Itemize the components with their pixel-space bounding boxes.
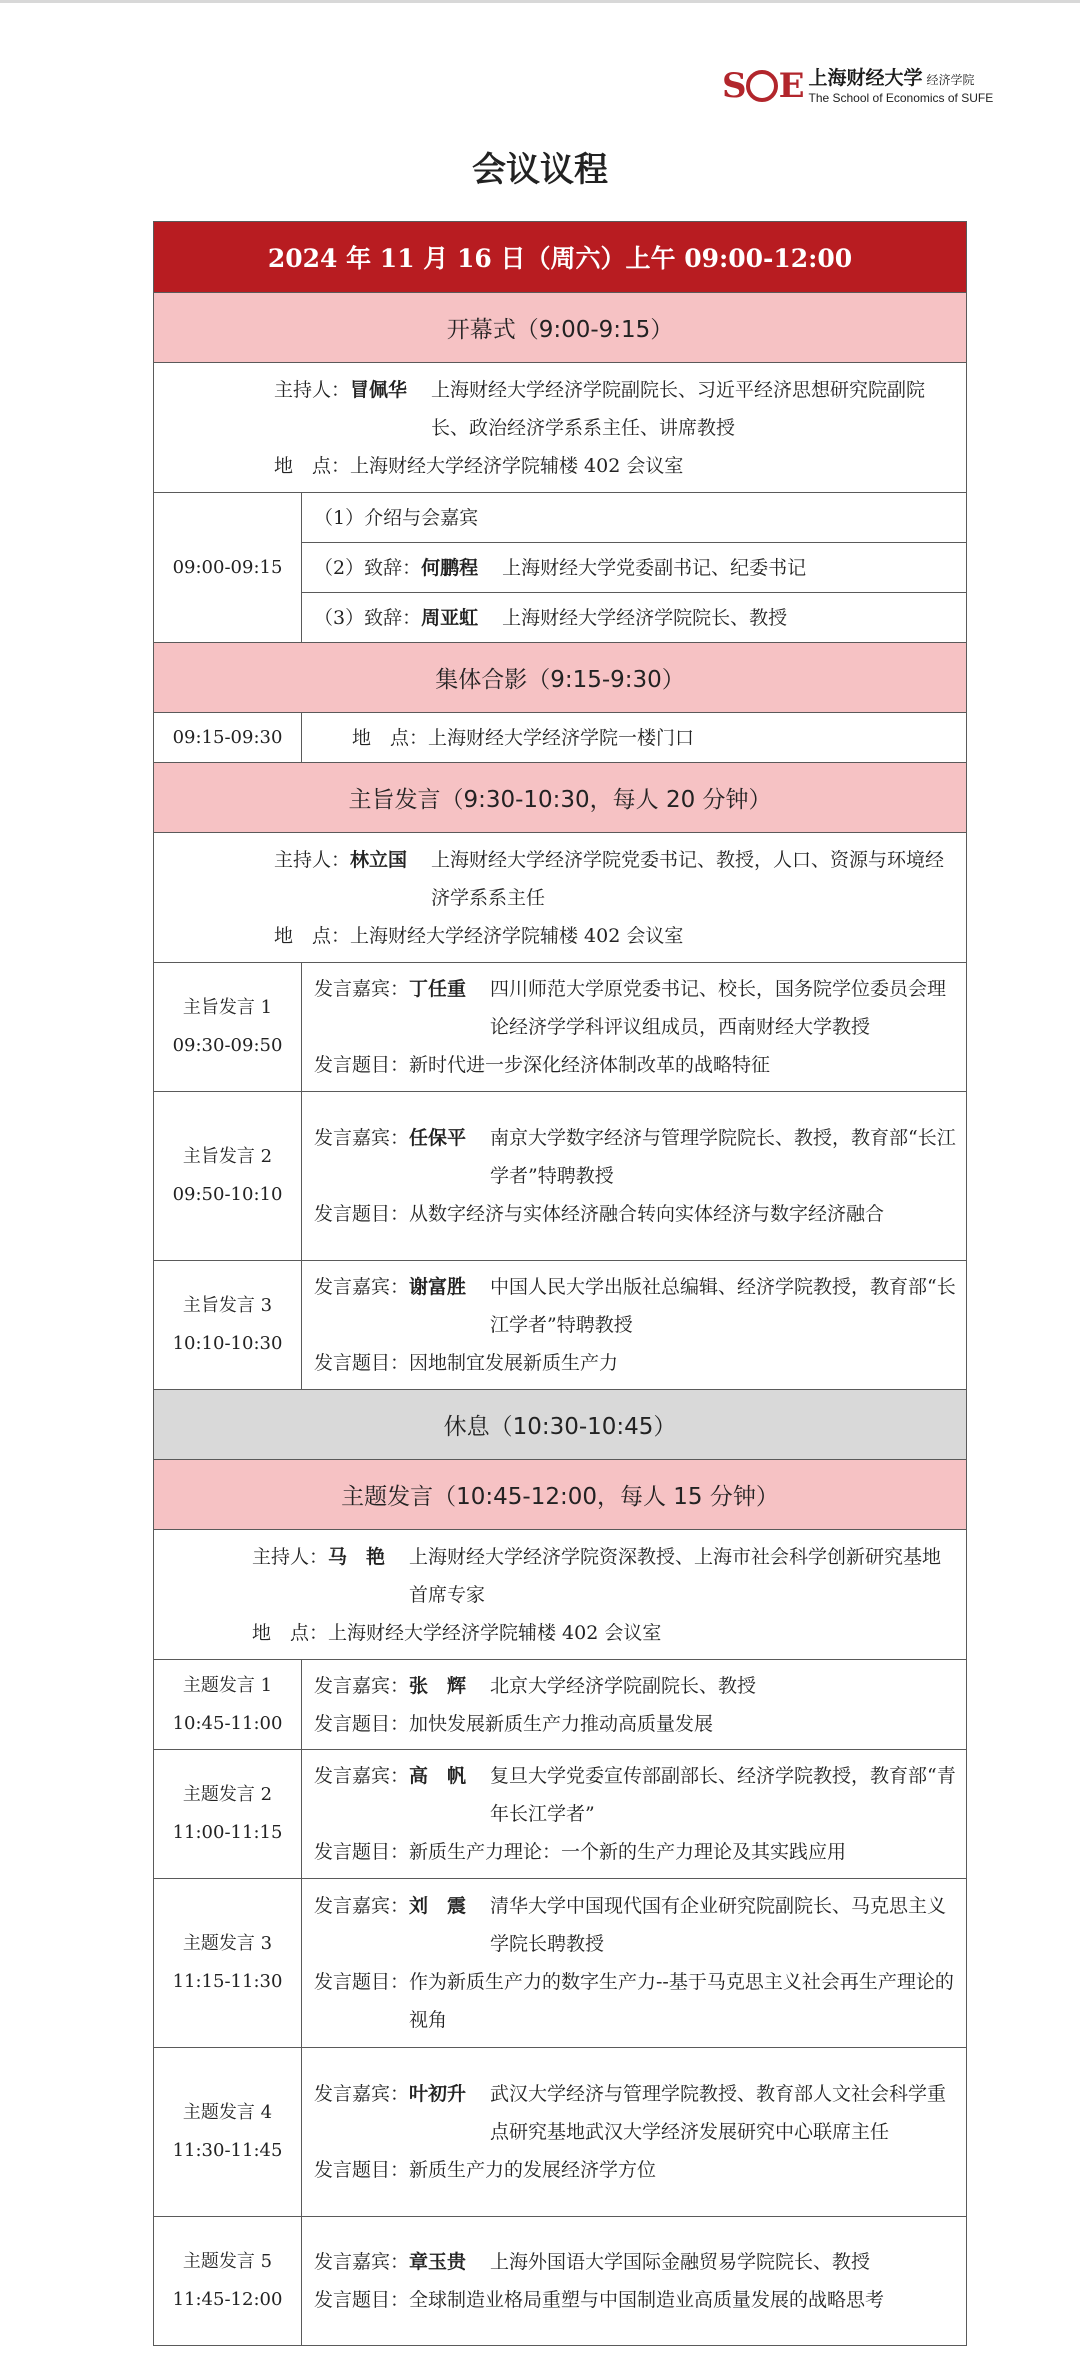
topic-label: 发言题目： <box>314 1352 410 1374</box>
keynote-2-detail <box>302 1092 967 1261</box>
school-logo <box>722 66 993 106</box>
topic-text: 加快发展新质生产力推动高质量发展 <box>409 1712 714 1735</box>
speaker-desc: 中国人民大学出版社总编辑、经济学院教授，教育部“长江学者”特聘教授 <box>490 1276 956 1336</box>
topic-text: 因地制宜发展新质生产力 <box>409 1352 619 1374</box>
item-2-name: 何鹏程 <box>421 556 479 579</box>
slot-time: 11:00-11:15 <box>172 1822 283 1843</box>
slot-time: 11:45-12:00 <box>172 2289 283 2310</box>
topic-text: 从数字经济与实体经济融合转向实体经济与数字经济融合 <box>409 1203 885 1225</box>
speaker-desc: 武汉大学经济与管理学院教授、教育部人文社会科学重点研究基地武汉大学经济发展研究中心联席主任 <box>490 2083 947 2143</box>
keynote-host-block <box>154 833 967 963</box>
venue-text: 上海财经大学经济学院辅楼 402 会议室 <box>350 924 684 947</box>
theme-1-detail <box>302 1660 967 1750</box>
host-desc: 上海财经大学经济学院副院长、习近平经济思想研究院副院长、政治经济学系系主任、讲席教授 <box>431 378 926 439</box>
soe-logo-mark: S E <box>722 66 803 106</box>
venue-label: 地 点： <box>252 1621 329 1644</box>
day-header: 2024 年 11 月 16 日（周六）上午 09:00-12:00 <box>154 222 967 293</box>
section-opening-header: 开幕式（9:00-9:15） <box>154 293 967 363</box>
slot-label: 主题发言 3 <box>182 1933 273 1954</box>
speaker-label: 发言嘉宾： <box>314 978 410 1000</box>
photo-time: 09:15-09:30 <box>154 713 302 763</box>
speaker-name: 丁任重 <box>409 978 467 1000</box>
speaker-name: 任保平 <box>409 1127 467 1149</box>
keynote-1-detail <box>302 963 967 1092</box>
logo-cn-name: 上海财经大学 <box>808 66 923 89</box>
logo-en-name: The School of Economics of SUFE <box>808 90 994 105</box>
speaker-desc: 清华大学中国现代国有企业研究院副院长、马克思主义学院长聘教授 <box>490 1895 947 1955</box>
venue-label: 地 点： <box>274 924 351 947</box>
topic-label: 发言题目： <box>314 2159 410 2181</box>
item-3-label: （3）致辞： <box>314 606 422 629</box>
section-keynote-header: 主旨发言（9:30-10:30，每人 20 分钟） <box>154 763 967 833</box>
slot-label: 主旨发言 3 <box>182 1295 273 1316</box>
speaker-label: 发言嘉宾： <box>314 1765 410 1787</box>
opening-item-1-text: （1）介绍与会嘉宾 <box>314 506 479 529</box>
topic-label: 发言题目： <box>314 2289 410 2311</box>
speaker-name: 高 帆 <box>409 1765 467 1787</box>
topic-label: 发言题目： <box>314 1203 410 1225</box>
photo-venue-text: 上海财经大学经济学院一楼门口 <box>428 726 695 749</box>
keynote-1-slot <box>154 963 302 1092</box>
logo-cn-sub: 经济学院 <box>926 72 975 87</box>
host-desc: 上海财经大学经济学院资深教授、上海市社会科学创新研究基地首席专家 <box>409 1545 942 1606</box>
slot-time: 11:15-11:30 <box>172 1971 283 1992</box>
topic-label: 发言题目： <box>314 1054 410 1076</box>
opening-host-block <box>154 363 967 493</box>
slot-label: 主题发言 2 <box>182 1784 273 1805</box>
slot-label: 主题发言 5 <box>182 2251 273 2272</box>
page-title: 会议议程 <box>472 150 608 190</box>
speaker-desc: 复旦大学党委宣传部副部长、经济学院教授，教育部“青年长江学者” <box>490 1765 956 1825</box>
keynote-3-detail <box>302 1261 967 1390</box>
speaker-label: 发言嘉宾： <box>314 2083 410 2105</box>
speaker-label: 发言嘉宾： <box>314 1276 410 1298</box>
topic-text: 新时代进一步深化经济体制改革的战略特征 <box>409 1054 771 1076</box>
section-theme-header: 主题发言（10:45-12:00，每人 15 分钟） <box>154 1460 967 1530</box>
theme-5-slot <box>154 2217 302 2346</box>
slot-time: 10:45-11:00 <box>172 1712 283 1734</box>
speaker-name: 谢富胜 <box>409 1276 467 1298</box>
keynote-2-slot <box>154 1092 302 1261</box>
speaker-desc: 上海外国语大学国际金融贸易学院院长、教授 <box>490 2251 871 2273</box>
speaker-label: 发言嘉宾： <box>314 1127 410 1149</box>
topic-label: 发言题目： <box>314 1971 410 1993</box>
photo-venue <box>302 713 967 763</box>
host-label: 主持人： <box>252 1545 329 1568</box>
item-2-desc: 上海财经大学党委副书记、纪委书记 <box>502 556 807 579</box>
theme-3-slot <box>154 1879 302 2048</box>
theme-1-slot <box>154 1660 302 1750</box>
speaker-name: 章玉贵 <box>409 2251 467 2273</box>
theme-2-slot <box>154 1750 302 1879</box>
item-3-desc: 上海财经大学经济学院院长、教授 <box>502 606 788 629</box>
item-2-label: （2）致辞： <box>314 556 422 579</box>
topic-text: 新质生产力理论：一个新的生产力理论及其实践应用 <box>409 1841 847 1863</box>
agenda-table <box>153 221 967 2346</box>
speaker-label: 发言嘉宾： <box>314 1895 410 1917</box>
section-break-header: 休息（10:30-10:45） <box>154 1390 967 1460</box>
opening-time: 09:00-09:15 <box>154 493 302 643</box>
host-name: 冒佩华 <box>350 378 408 401</box>
slot-time: 09:30-09:50 <box>172 1035 283 1056</box>
theme-3-detail <box>302 1879 967 2048</box>
host-desc: 上海财经大学经济学院党委书记、教授，人口、资源与环境经济学系系主任 <box>431 848 945 909</box>
speaker-name: 张 辉 <box>409 1674 467 1697</box>
speaker-label: 发言嘉宾： <box>314 2251 410 2273</box>
speaker-name: 刘 震 <box>409 1895 467 1917</box>
speaker-label: 发言嘉宾： <box>314 1674 410 1697</box>
topic-label: 发言题目： <box>314 1712 410 1735</box>
topic-text: 新质生产力的发展经济学方位 <box>409 2159 657 2181</box>
topic-text: 作为新质生产力的数字生产力--基于马克思主义社会再生产理论的视角 <box>409 1971 954 2031</box>
theme-2-detail <box>302 1750 967 1879</box>
venue-text: 上海财经大学经济学院辅楼 402 会议室 <box>350 454 684 477</box>
theme-host-block <box>154 1530 967 1660</box>
host-label: 主持人： <box>274 848 351 871</box>
host-label: 主持人： <box>274 378 351 401</box>
opening-item-3 <box>302 593 967 643</box>
topic-label: 发言题目： <box>314 1841 410 1863</box>
slot-time: 11:30-11:45 <box>172 2140 283 2161</box>
theme-4-detail <box>302 2048 967 2217</box>
item-3-name: 周亚虹 <box>421 606 479 629</box>
speaker-name: 叶初升 <box>409 2083 467 2105</box>
top-divider <box>0 0 1080 3</box>
speaker-desc: 南京大学数字经济与管理学院院长、教授，教育部“长江学者”特聘教授 <box>490 1127 956 1187</box>
opening-item-1 <box>302 493 967 543</box>
speaker-desc: 北京大学经济学院副院长、教授 <box>490 1674 757 1697</box>
venue-text: 上海财经大学经济学院辅楼 402 会议室 <box>328 1621 662 1644</box>
slot-time: 10:10-10:30 <box>172 1333 283 1354</box>
keynote-3-slot <box>154 1261 302 1390</box>
slot-time: 09:50-10:10 <box>172 1184 283 1205</box>
venue-label: 地 点： <box>274 454 351 477</box>
speaker-desc: 四川师范大学原党委书记、校长，国务院学位委员会理论经济学学科评议组成员，西南财经大学教授 <box>490 978 947 1038</box>
host-name: 林立国 <box>350 848 408 871</box>
theme-4-slot <box>154 2048 302 2217</box>
slot-label: 主旨发言 2 <box>182 1146 273 1167</box>
slot-label: 主旨发言 1 <box>182 997 273 1018</box>
photo-venue-label: 地 点： <box>352 726 429 749</box>
slot-label: 主题发言 1 <box>182 1674 273 1696</box>
host-name: 马 艳 <box>328 1545 386 1568</box>
opening-item-2 <box>302 543 967 593</box>
slot-label: 主题发言 4 <box>182 2102 273 2123</box>
section-photo-header: 集体合影（9:15-9:30） <box>154 643 967 713</box>
topic-text: 全球制造业格局重塑与中国制造业高质量发展的战略思考 <box>409 2289 885 2311</box>
theme-5-detail <box>302 2217 967 2346</box>
